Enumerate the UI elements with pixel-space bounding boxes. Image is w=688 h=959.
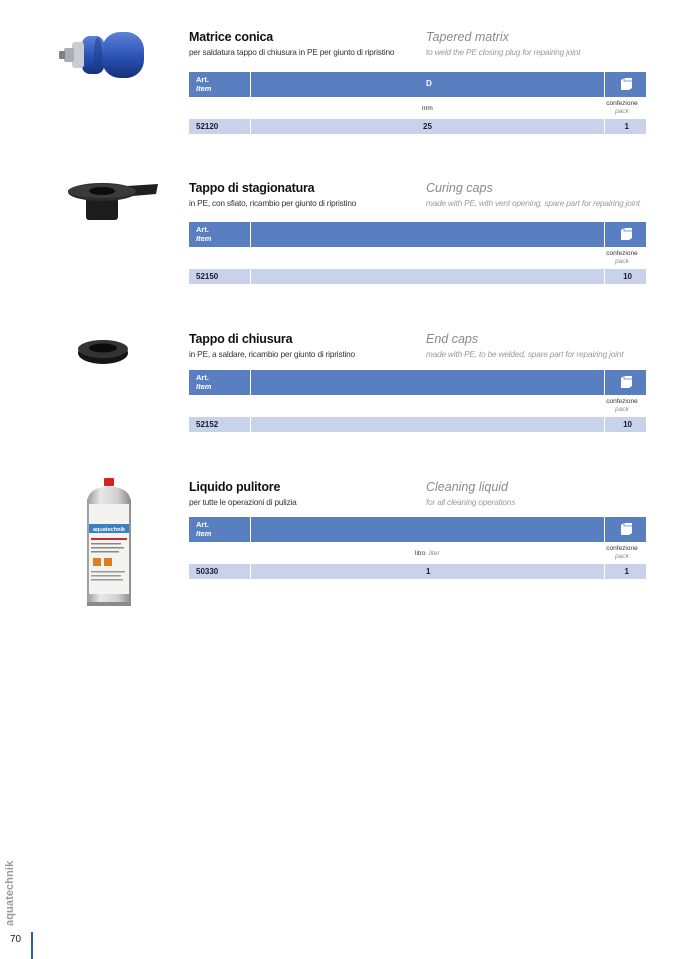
pack-value: 10 [623, 420, 632, 429]
pack-label: confezione pack [606, 250, 638, 265]
empty-cell [251, 417, 605, 432]
page-divider [31, 932, 33, 959]
product-desc-en: made with PE, with vent opening, spare part for repairing joint [426, 198, 640, 208]
pack-value: 10 [623, 272, 632, 281]
can-label-brand: aquatechnik [92, 527, 126, 533]
product-title-it: Tappo di stagionatura [189, 181, 315, 195]
table-row [189, 564, 646, 579]
package-icon [619, 522, 634, 536]
table-subheader [189, 97, 646, 116]
unit-label: mm [422, 105, 433, 112]
table-header [189, 517, 646, 542]
package-icon [619, 77, 634, 91]
table-subheader [189, 395, 646, 414]
art-label: Art. [196, 373, 209, 382]
item-label: Item [196, 84, 212, 93]
tapered-matrix-image [50, 28, 150, 86]
pack-label: confezione pack [606, 100, 638, 115]
header-cell-art [189, 72, 251, 97]
unit-label: litro liter [415, 550, 440, 557]
product-title-en: Curing caps [426, 181, 493, 195]
product-title-it: Tappo di chiusura [189, 332, 293, 346]
header-cell-art [189, 517, 251, 542]
article-code: 52150 [189, 269, 251, 284]
header-cell-art [189, 370, 251, 395]
header-cell-empty [251, 517, 605, 542]
table-header [189, 370, 646, 395]
product-title-en: Tapered matrix [426, 30, 509, 44]
header-cell-d [251, 72, 605, 97]
product-desc-it: per saldatura tappo di chiusura in PE per giunto di ripristino [189, 47, 395, 57]
package-icon [619, 227, 634, 241]
volume-value: 1 [251, 564, 605, 579]
product-desc-it: per tutte le operazioni di pulizia [189, 497, 297, 507]
empty-cell [251, 269, 605, 284]
product-desc-it: in PE, a saldare, ricambio per giunto di ripristino [189, 349, 355, 359]
product-title-it: Liquido pulitore [189, 480, 281, 494]
table-row [189, 417, 646, 432]
table-subheader [189, 542, 646, 561]
product-desc-it: in PE, con sfiato, ricambio per giunto di ripristino [189, 198, 357, 208]
pack-value: 1 [624, 567, 629, 576]
product-desc-en: for all cleaning operations [426, 497, 516, 507]
pack-label: confezione pack [606, 545, 638, 560]
table-subheader [189, 247, 646, 266]
page-number: 70 [10, 934, 22, 945]
curing-cap-image [50, 178, 160, 226]
product-title-en: Cleaning liquid [426, 480, 509, 494]
table-row [189, 119, 646, 134]
product-title-it: Matrice conica [189, 30, 274, 44]
item-label: Item [196, 234, 212, 243]
item-label: Item [196, 529, 212, 538]
art-label: Art. [196, 225, 209, 234]
end-cap-image [74, 336, 134, 366]
product-desc-en: to weld the PE closing plug for repairing joint [426, 47, 581, 57]
art-label: Art. [196, 75, 209, 84]
product-desc-en: made with PE, to be welded, spare part for repairing joint [426, 349, 624, 359]
header-cell-empty [251, 370, 605, 395]
header-cell-empty [251, 222, 605, 247]
pack-label: confezione pack [606, 398, 638, 413]
article-code: 52152 [189, 417, 251, 432]
dimension-value: 25 [251, 119, 605, 134]
dimension-d-label: D [426, 79, 432, 88]
article-code: 50330 [189, 564, 251, 579]
table-header [189, 72, 646, 97]
package-icon [619, 375, 634, 389]
cleaning-liquid-image [82, 476, 136, 611]
product-title-en: End caps [426, 332, 479, 346]
pack-value: 1 [624, 122, 629, 131]
item-label: Item [196, 382, 212, 391]
brand-logo-vertical: aquatechnik [4, 860, 16, 926]
table-row [189, 269, 646, 284]
article-code: 52120 [189, 119, 251, 134]
table-header [189, 222, 646, 247]
header-cell-art [189, 222, 251, 247]
art-label: Art. [196, 520, 209, 529]
